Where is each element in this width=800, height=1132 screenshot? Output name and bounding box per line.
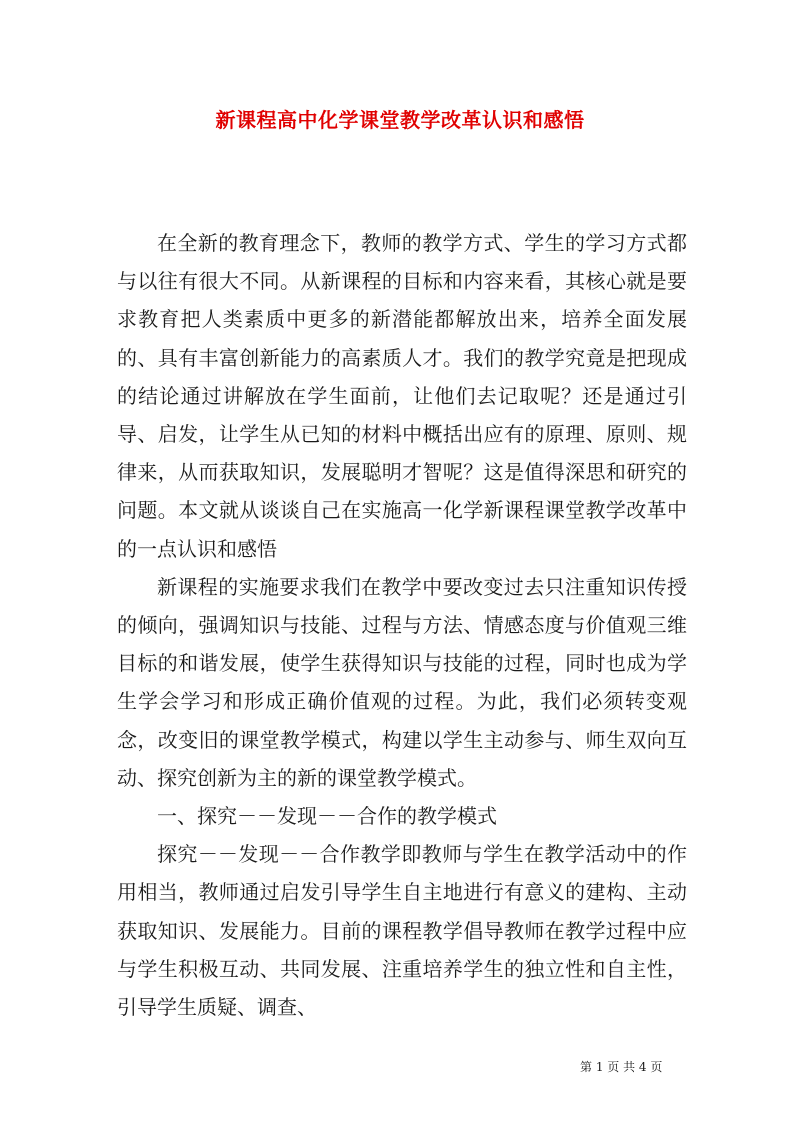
paragraph-inquiry-model: 探究－－发现－－合作教学即教师与学生在教学活动中的作用相当，教师通过启发引导学生自主地进行有意义的建构、主动获取知识、发展能力。目前的课程教学倡导教师在教学过程中应与学生积极互动、共同发展、注重培养学生的独立性和自主性，引导学生质疑、调查、 [117, 842, 687, 1020]
paragraph-intro: 在全新的教育理念下，教师的教学方式、学生的学习方式都与以往有很大不同。从新课程的目标和内容来看，其核心就是要求教育把人类素质中更多的新潜能都解放出来，培养全面发展的、具有丰富创新能力的高素质人才。我们的教学究竟是把现成的结论通过讲解放在学生面前，让他们去记取呢？还是通过引导、启发，让学生从已知的材料中概括出应有的原理、原则、规律来，从而获取知识，发展聪明才智呢？这是值得深思和研究的问题。本文就从谈谈自己在实施高一化学新课程课堂教学改革中的一点认识和感悟 [117, 231, 687, 561]
page-number-footer: 第 1 页 共 4 页 [580, 1060, 663, 1074]
section-heading-1: 一、探究－－发现－－合作的教学模式 [157, 804, 497, 829]
document-body [117, 224, 687, 1026]
paragraph-requirements: 新课程的实施要求我们在教学中要改变过去只注重知识传授的倾向，强调知识与技能、过程与方法、情感态度与价值观三维目标的和谐发展，使学生获得知识与技能的过程，同时也成为学生学会学习和形成正确价值观的过程。为此，我们必须转变观念，改变旧的课堂教学模式，构建以学生主动参与、师生双向互动、探究创新为主的新的课堂教学模式。 [117, 574, 687, 790]
document-title: 新课程高中化学课堂教学改革认识和感悟 [215, 108, 585, 132]
